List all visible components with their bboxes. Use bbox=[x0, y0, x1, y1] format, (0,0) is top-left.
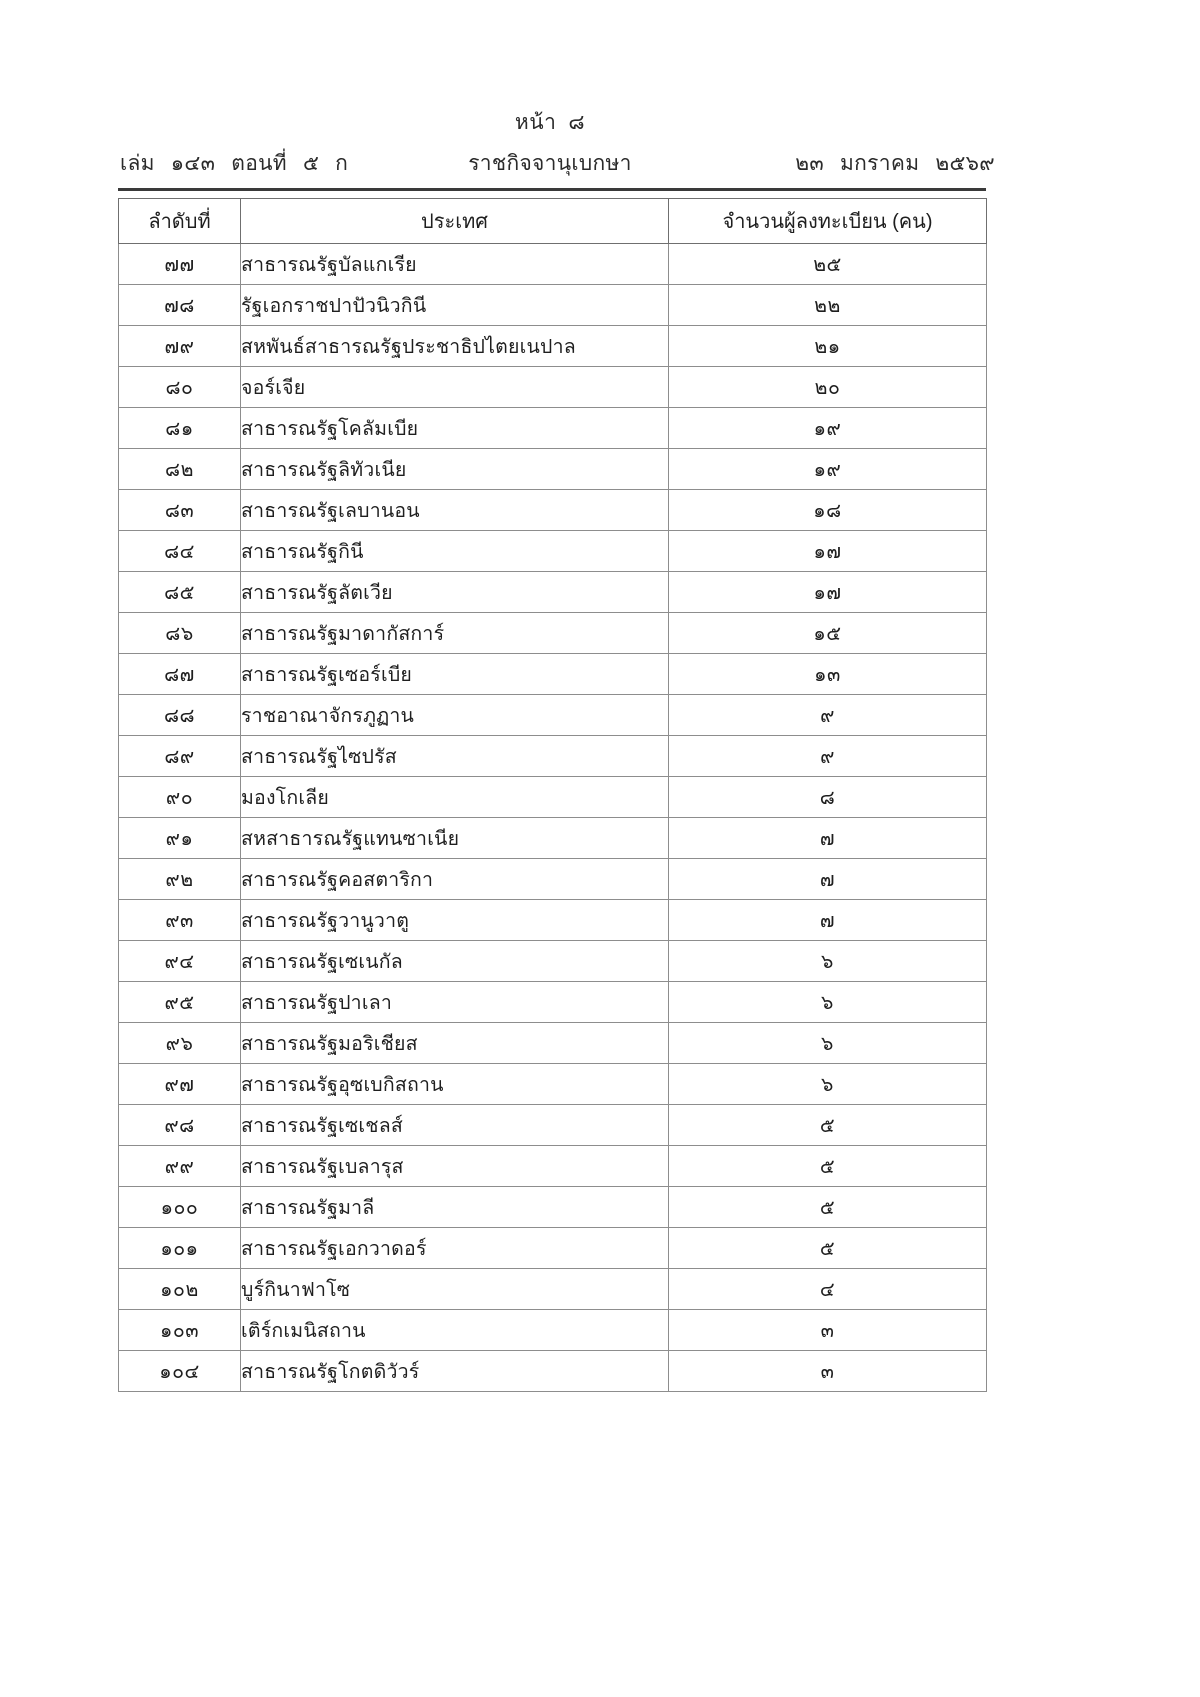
cell-order: ๙๙ bbox=[119, 1146, 241, 1187]
cell-count: ๔ bbox=[669, 1269, 987, 1310]
cell-count: ๗ bbox=[669, 818, 987, 859]
cell-order: ๙๒ bbox=[119, 859, 241, 900]
cell-count: ๑๙ bbox=[669, 449, 987, 490]
cell-order: ๗๘ bbox=[119, 285, 241, 326]
cell-count: ๘ bbox=[669, 777, 987, 818]
table-row bbox=[119, 1146, 987, 1187]
table-row bbox=[119, 1064, 987, 1105]
header-divider-rule bbox=[118, 188, 986, 191]
page-label: หน้า bbox=[514, 111, 557, 134]
cell-count: ๖ bbox=[669, 1023, 987, 1064]
cell-country: สาธารณรัฐเซอร์เบีย bbox=[241, 654, 669, 695]
table-body bbox=[119, 244, 987, 1392]
table-row bbox=[119, 654, 987, 695]
table-row bbox=[119, 572, 987, 613]
table-row bbox=[119, 244, 987, 285]
cell-order: ๗๙ bbox=[119, 326, 241, 367]
cell-count: ๖ bbox=[669, 941, 987, 982]
cell-count: ๖ bbox=[669, 982, 987, 1023]
cell-order: ๑๐๓ bbox=[119, 1310, 241, 1351]
cell-order: ๑๐๒ bbox=[119, 1269, 241, 1310]
registry-table-container bbox=[118, 198, 986, 1392]
table-row bbox=[119, 613, 987, 654]
cell-country: สาธารณรัฐอุซเบกิสถาน bbox=[241, 1064, 669, 1105]
cell-country: สาธารณรัฐมาดากัสการ์ bbox=[241, 613, 669, 654]
publication-title: ราชกิจจานุเบกษา bbox=[468, 152, 632, 176]
cell-country: สาธารณรัฐโคลัมเบีย bbox=[241, 408, 669, 449]
cell-order: ๙๘ bbox=[119, 1105, 241, 1146]
cell-country: สหพันธ์สาธารณรัฐประชาธิปไตยเนปาล bbox=[241, 326, 669, 367]
cell-country: สาธารณรัฐปาเลา bbox=[241, 982, 669, 1023]
cell-count: ๑๘ bbox=[669, 490, 987, 531]
cell-country: บูร์กินาฟาโซ bbox=[241, 1269, 669, 1310]
table-row bbox=[119, 1310, 987, 1351]
table-row bbox=[119, 982, 987, 1023]
cell-count: ๑๙ bbox=[669, 408, 987, 449]
cell-count: ๑๗ bbox=[669, 572, 987, 613]
table-row bbox=[119, 1105, 987, 1146]
volume-label: เล่ม bbox=[120, 152, 155, 176]
cell-order: ๙๔ bbox=[119, 941, 241, 982]
cell-count: ๕ bbox=[669, 1105, 987, 1146]
table-row bbox=[119, 1023, 987, 1064]
cell-count: ๙ bbox=[669, 736, 987, 777]
cell-country: สาธารณรัฐมอริเชียส bbox=[241, 1023, 669, 1064]
table-row bbox=[119, 900, 987, 941]
cell-country: มองโกเลีย bbox=[241, 777, 669, 818]
table-row bbox=[119, 736, 987, 777]
cell-country: สาธารณรัฐมาลี bbox=[241, 1187, 669, 1228]
cell-count: ๒๒ bbox=[669, 285, 987, 326]
cell-country: รัฐเอกราชปาปัวนิวกินี bbox=[241, 285, 669, 326]
table-row bbox=[119, 326, 987, 367]
registry-table bbox=[118, 198, 987, 1392]
table-row bbox=[119, 490, 987, 531]
cell-order: ๘๕ bbox=[119, 572, 241, 613]
cell-count: ๓ bbox=[669, 1351, 987, 1392]
cell-order: ๗๗ bbox=[119, 244, 241, 285]
cell-country: สาธารณรัฐเบลารุส bbox=[241, 1146, 669, 1187]
table-row bbox=[119, 367, 987, 408]
table-row bbox=[119, 1351, 987, 1392]
cell-country: สหสาธารณรัฐแทนซาเนีย bbox=[241, 818, 669, 859]
cell-order: ๘๒ bbox=[119, 449, 241, 490]
date-day: ๒๓ bbox=[795, 152, 825, 176]
cell-count: ๓ bbox=[669, 1310, 987, 1351]
cell-country: สาธารณรัฐบัลแกเรีย bbox=[241, 244, 669, 285]
cell-count: ๕ bbox=[669, 1228, 987, 1269]
cell-country: สาธารณรัฐวานูวาตู bbox=[241, 900, 669, 941]
date-month: มกราคม bbox=[840, 152, 920, 176]
table-row bbox=[119, 449, 987, 490]
table-row bbox=[119, 1228, 987, 1269]
cell-order: ๘๐ bbox=[119, 367, 241, 408]
date-year: ๒๕๖๙ bbox=[935, 152, 995, 176]
table-row bbox=[119, 859, 987, 900]
column-header-country: ประเทศ bbox=[241, 199, 669, 244]
table-row bbox=[119, 695, 987, 736]
section-number: ๕ bbox=[302, 152, 320, 176]
cell-country: สาธารณรัฐลัตเวีย bbox=[241, 572, 669, 613]
column-header-order: ลำดับที่ bbox=[119, 199, 241, 244]
table-row bbox=[119, 531, 987, 572]
cell-count: ๗ bbox=[669, 859, 987, 900]
cell-country: สาธารณรัฐคอสตาริกา bbox=[241, 859, 669, 900]
section-label: ตอนที่ bbox=[231, 152, 287, 176]
table-header-row bbox=[119, 199, 987, 244]
cell-country: สาธารณรัฐไซปรัส bbox=[241, 736, 669, 777]
cell-country: สาธารณรัฐเซเนกัล bbox=[241, 941, 669, 982]
cell-order: ๑๐๑ bbox=[119, 1228, 241, 1269]
cell-count: ๑๗ bbox=[669, 531, 987, 572]
cell-country: สาธารณรัฐลิทัวเนีย bbox=[241, 449, 669, 490]
cell-order: ๑๐๔ bbox=[119, 1351, 241, 1392]
cell-count: ๑๓ bbox=[669, 654, 987, 695]
column-header-count: จำนวนผู้ลงทะเบียน (คน) bbox=[669, 199, 987, 244]
gazette-header bbox=[0, 110, 1200, 181]
cell-country: สาธารณรัฐเอกวาดอร์ bbox=[241, 1228, 669, 1269]
table-row bbox=[119, 818, 987, 859]
volume-number: ๑๔๓ bbox=[170, 152, 216, 176]
table-row bbox=[119, 408, 987, 449]
cell-order: ๘๘ bbox=[119, 695, 241, 736]
cell-count: ๒๐ bbox=[669, 367, 987, 408]
cell-country: สาธารณรัฐเลบานอน bbox=[241, 490, 669, 531]
cell-count: ๙ bbox=[669, 695, 987, 736]
cell-count: ๖ bbox=[669, 1064, 987, 1105]
cell-order: ๘๔ bbox=[119, 531, 241, 572]
cell-order: ๘๖ bbox=[119, 613, 241, 654]
page-number: ๘ bbox=[568, 111, 586, 134]
cell-count: ๕ bbox=[669, 1146, 987, 1187]
table-header bbox=[119, 199, 987, 244]
cell-country: สาธารณรัฐกินี bbox=[241, 531, 669, 572]
cell-country: ราชอาณาจักรภูฏาน bbox=[241, 695, 669, 736]
cell-order: ๙๐ bbox=[119, 777, 241, 818]
cell-order: ๘๗ bbox=[119, 654, 241, 695]
cell-order: ๘๙ bbox=[119, 736, 241, 777]
gazette-header-row bbox=[0, 147, 1200, 181]
section-class: ก bbox=[335, 152, 349, 176]
cell-order: ๙๑ bbox=[119, 818, 241, 859]
cell-country: จอร์เจีย bbox=[241, 367, 669, 408]
table-row bbox=[119, 941, 987, 982]
cell-order: ๘๑ bbox=[119, 408, 241, 449]
cell-country: เติร์กเมนิสถาน bbox=[241, 1310, 669, 1351]
gazette-publication-date bbox=[795, 147, 995, 180]
table-row bbox=[119, 285, 987, 326]
cell-count: ๒๑ bbox=[669, 326, 987, 367]
cell-order: ๙๖ bbox=[119, 1023, 241, 1064]
cell-count: ๒๕ bbox=[669, 244, 987, 285]
table-row bbox=[119, 1187, 987, 1228]
cell-count: ๗ bbox=[669, 900, 987, 941]
table-row bbox=[119, 1269, 987, 1310]
cell-count: ๕ bbox=[669, 1187, 987, 1228]
cell-country: สาธารณรัฐโกตดิวัวร์ bbox=[241, 1351, 669, 1392]
cell-order: ๘๓ bbox=[119, 490, 241, 531]
cell-order: ๙๕ bbox=[119, 982, 241, 1023]
table-row bbox=[119, 777, 987, 818]
cell-order: ๙๓ bbox=[119, 900, 241, 941]
page-number-line bbox=[0, 110, 1200, 135]
cell-count: ๑๕ bbox=[669, 613, 987, 654]
cell-country: สาธารณรัฐเซเชลส์ bbox=[241, 1105, 669, 1146]
cell-order: ๑๐๐ bbox=[119, 1187, 241, 1228]
cell-order: ๙๗ bbox=[119, 1064, 241, 1105]
